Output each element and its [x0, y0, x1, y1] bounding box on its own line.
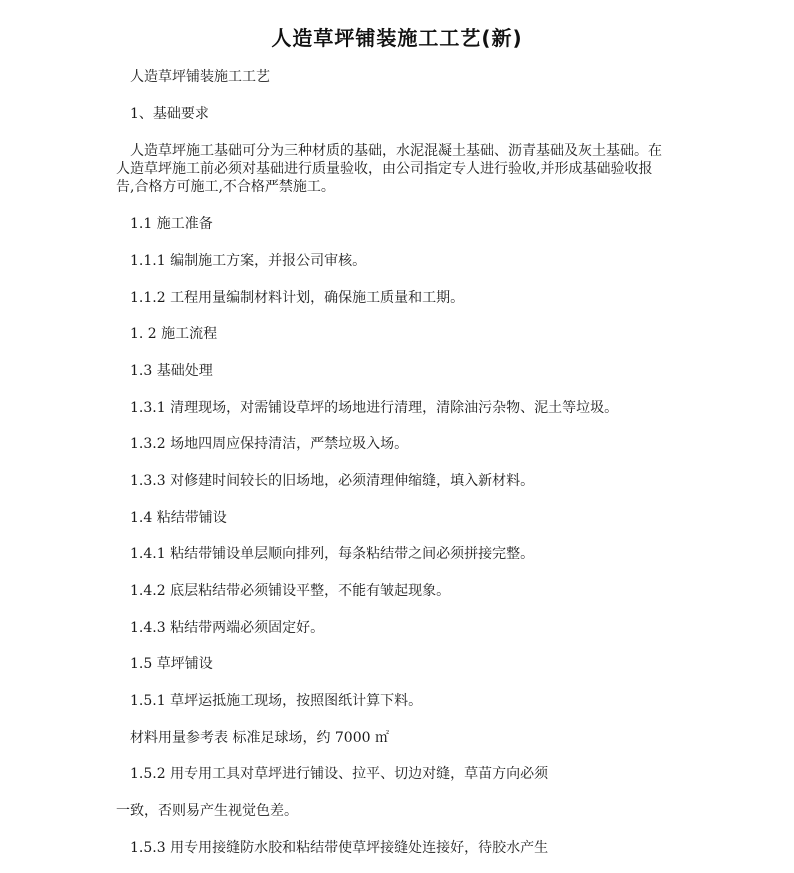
document-title: 人造草坪铺装施工工艺(新): [271, 26, 523, 50]
intro-line-2: 人造草坪施工前必须对基础进行质量验收，由公司指定专人进行验收,并形成基础验收报: [116, 161, 653, 177]
paragraph-1-3-3: 1.3.3 对修建时间较长的旧场地，必须清理伸缩缝，填入新材料。: [130, 473, 535, 489]
paragraph-1-5-2: 1.5.2 用专用工具对草坪进行铺设、拉平、切边对缝，草苗方向必须: [130, 766, 549, 782]
paragraph-1-3-2: 1.3.2 场地四周应保持清洁，严禁垃圾入场。: [130, 436, 409, 452]
intro-line-3: 告,合格方可施工,不合格严禁施工。: [116, 179, 335, 195]
paragraph-1-1-1: 1.1.1 编制施工方案，并报公司审核。: [130, 253, 367, 269]
heading-1-5: 1.5 草坪铺设: [130, 656, 213, 672]
paragraph-1-1-2: 1.1.2 工程用量编制材料计划，确保施工质量和工期。: [130, 290, 465, 306]
paragraph-1-5-1: 1.5.1 草坪运抵施工现场，按照图纸计算下料。: [130, 693, 423, 709]
heading-1-2: 1. 2 施工流程: [130, 326, 218, 342]
section-heading-1: 1、基础要求: [130, 106, 209, 122]
paragraph-1-4-3: 1.4.3 粘结带两端必须固定好。: [130, 620, 325, 636]
subtitle: 人造草坪铺装施工工艺: [130, 69, 270, 85]
paragraph-1-5-3: 1.5.3 用专用接缝防水胶和粘结带使草坪接缝处连接好，待胶水产生: [130, 840, 549, 856]
material-reference: 材料用量参考表 标准足球场，约 7000 ㎡: [130, 730, 389, 746]
paragraph-1-4-2: 1.4.2 底层粘结带必须铺设平整，不能有皱起现象。: [130, 583, 451, 599]
paragraph-1-3-1: 1.3.1 清理现场，对需铺设草坪的场地进行清理，清除油污杂物、泥土等垃圾。: [130, 400, 619, 416]
heading-1-3: 1.3 基础处理: [130, 363, 213, 379]
heading-1-1: 1.1 施工准备: [130, 216, 213, 232]
intro-line-1: 人造草坪施工基础可分为三种材质的基础，水泥混凝土基础、沥青基础及灰土基础。在: [130, 143, 662, 159]
intro-paragraph: [116, 142, 678, 196]
heading-1-4: 1.4 粘结带铺设: [130, 510, 227, 526]
paragraph-1-5-2-continued: 一致，否则易产生视觉色差。: [116, 803, 298, 819]
paragraph-1-4-1: 1.4.1 粘结带铺设单层顺向排列，每条粘结带之间必须拼接完整。: [130, 546, 535, 562]
